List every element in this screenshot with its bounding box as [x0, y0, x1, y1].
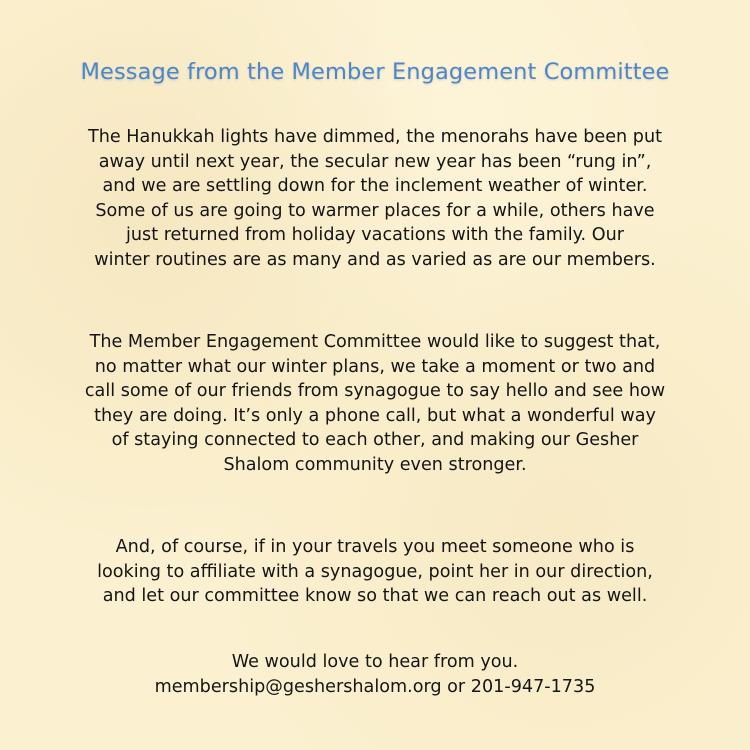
paragraph-hanukkah — [40, 125, 710, 272]
text-line: The Hanukkah lights have dimmed, the menorahs have been put — [87, 127, 663, 147]
text-line: looking to affiliate with a synagogue, point her in our direction, — [97, 561, 653, 582]
text-line: Some of us are going to warmer places for a while, others have — [95, 200, 655, 221]
paragraph-contact — [40, 650, 710, 699]
page-title: Message from the Member Engagement Committee — [80, 59, 670, 85]
contact-line: membership@geshershalom.org or 201-947-1735 — [154, 676, 596, 697]
text-line: The Member Engagement Committee would like to suggest that, — [89, 332, 661, 352]
text-line: call some of our friends from synagogue to say hello and see how — [84, 381, 666, 401]
text-line: no matter what our winter plans, we take a moment or two and — [94, 356, 656, 377]
text-line: and let our committee know so that we can reach out as well. — [102, 586, 648, 606]
text-line: they are doing. It’s only a phone call, but what a wonderful way — [94, 405, 656, 426]
paragraph-affiliate — [40, 535, 710, 609]
text-line: And, of course, if in your travels you meet someone who is — [115, 537, 635, 557]
text-line: away until next year, the secular new year has been “rung in”, — [98, 151, 652, 172]
text-line: Shalom community even stronger. — [223, 454, 527, 475]
paragraph-suggestion — [40, 330, 710, 477]
text-line: and we are settling down for the inclement weather of winter. — [102, 176, 648, 196]
text-line: just returned from holiday vacations with the family. Our — [126, 225, 624, 245]
text-line: We would love to hear from you. — [231, 652, 519, 672]
text-line: winter routines are as many and as varied as are our members. — [94, 249, 656, 270]
text-line: of staying connected to each other, and making our Gesher — [111, 430, 639, 450]
